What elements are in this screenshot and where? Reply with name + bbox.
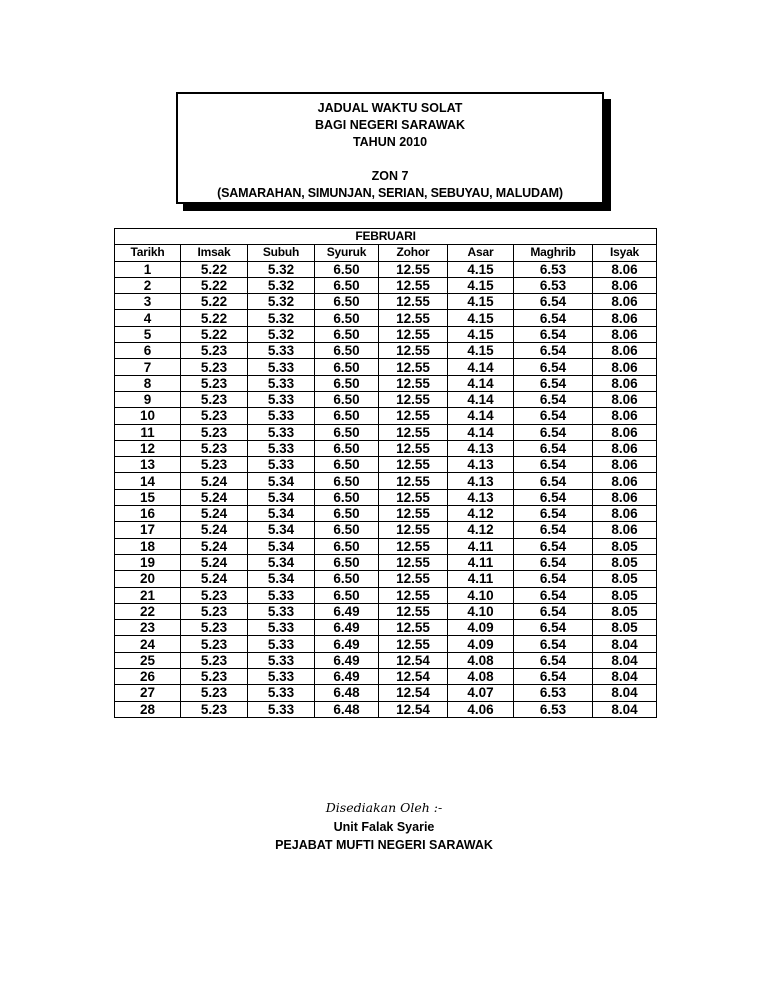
table-cell: 12.55 bbox=[379, 457, 448, 473]
table-cell: 6.54 bbox=[514, 294, 593, 310]
table-cell: 5.22 bbox=[181, 277, 248, 293]
table-cell: 27 bbox=[115, 685, 181, 701]
table-cell: 12.55 bbox=[379, 261, 448, 277]
table-cell: 24 bbox=[115, 636, 181, 652]
table-row bbox=[115, 310, 657, 326]
table-cell: 10 bbox=[115, 408, 181, 424]
month-label: FEBRUARI bbox=[115, 229, 657, 245]
column-header: Tarikh bbox=[115, 245, 181, 261]
table-cell: 6.50 bbox=[315, 359, 379, 375]
table-cell: 12.55 bbox=[379, 391, 448, 407]
column-header: Zohor bbox=[379, 245, 448, 261]
table-cell: 14 bbox=[115, 473, 181, 489]
table-cell: 2 bbox=[115, 277, 181, 293]
table-cell: 6.54 bbox=[514, 375, 593, 391]
table-cell: 4.10 bbox=[448, 603, 514, 619]
zone-areas: (SAMARAHAN, SIMUNJAN, SERIAN, SEBUYAU, MALUDAM) bbox=[217, 186, 563, 200]
table-cell: 6.54 bbox=[514, 391, 593, 407]
table-row bbox=[115, 636, 657, 652]
title-line-2: BAGI NEGERI SARAWAK bbox=[314, 118, 465, 132]
table-cell: 12.55 bbox=[379, 408, 448, 424]
table-cell: 6.50 bbox=[315, 261, 379, 277]
table-cell: 5.33 bbox=[248, 620, 315, 636]
table-cell: 6.49 bbox=[315, 636, 379, 652]
table-row bbox=[115, 343, 657, 359]
table-row bbox=[115, 277, 657, 293]
table-cell: 5.33 bbox=[248, 636, 315, 652]
table-cell: 12.55 bbox=[379, 310, 448, 326]
table-row bbox=[115, 408, 657, 424]
table-cell: 5.32 bbox=[248, 277, 315, 293]
table-cell: 6.54 bbox=[514, 506, 593, 522]
table-cell: 6.54 bbox=[514, 326, 593, 342]
table-cell: 5.33 bbox=[248, 343, 315, 359]
table-cell: 4.09 bbox=[448, 636, 514, 652]
table-cell: 6.54 bbox=[514, 554, 593, 570]
table-cell: 9 bbox=[115, 391, 181, 407]
column-header: Isyak bbox=[593, 245, 657, 261]
table-cell: 4.14 bbox=[448, 391, 514, 407]
table-cell: 4.11 bbox=[448, 554, 514, 570]
table-cell: 8.04 bbox=[593, 701, 657, 717]
table-cell: 8.06 bbox=[593, 489, 657, 505]
table-cell: 4.15 bbox=[448, 310, 514, 326]
table-cell: 8.04 bbox=[593, 652, 657, 668]
table-cell: 12.55 bbox=[379, 359, 448, 375]
table-row bbox=[115, 522, 657, 538]
table-cell: 4.12 bbox=[448, 506, 514, 522]
table-cell: 5.33 bbox=[248, 359, 315, 375]
table-cell: 8.06 bbox=[593, 277, 657, 293]
table-cell: 12.55 bbox=[379, 277, 448, 293]
table-cell: 4.14 bbox=[448, 408, 514, 424]
table-cell: 5.23 bbox=[181, 603, 248, 619]
table-cell: 5.33 bbox=[248, 603, 315, 619]
table-cell: 5.34 bbox=[248, 571, 315, 587]
table-row bbox=[115, 440, 657, 456]
table-cell: 8.06 bbox=[593, 440, 657, 456]
table-cell: 12.55 bbox=[379, 587, 448, 603]
table-cell: 4.15 bbox=[448, 277, 514, 293]
table-row bbox=[115, 685, 657, 701]
table-row bbox=[115, 457, 657, 473]
table-cell: 8.06 bbox=[593, 359, 657, 375]
table-cell: 4.09 bbox=[448, 620, 514, 636]
title-year: TAHUN 2010 bbox=[352, 135, 428, 149]
table-cell: 6.53 bbox=[514, 685, 593, 701]
table-cell: 5.22 bbox=[181, 261, 248, 277]
table-row bbox=[115, 554, 657, 570]
table-cell: 6.49 bbox=[315, 669, 379, 685]
table-cell: 5.24 bbox=[181, 506, 248, 522]
table-cell: 5.33 bbox=[248, 408, 315, 424]
table-cell: 5.33 bbox=[248, 587, 315, 603]
table-cell: 8.06 bbox=[593, 408, 657, 424]
table-cell: 6.50 bbox=[315, 343, 379, 359]
table-cell: 6.54 bbox=[514, 457, 593, 473]
table-cell: 5.23 bbox=[181, 587, 248, 603]
table-cell: 21 bbox=[115, 587, 181, 603]
column-header-row bbox=[115, 245, 657, 261]
table-cell: 5.23 bbox=[181, 652, 248, 668]
table-cell: 6.50 bbox=[315, 506, 379, 522]
table-cell: 5.23 bbox=[181, 408, 248, 424]
office-name: PEJABAT MUFTI NEGERI SARAWAK bbox=[275, 838, 493, 852]
table-cell: 5.32 bbox=[248, 294, 315, 310]
table-cell: 5.22 bbox=[181, 326, 248, 342]
table-cell: 15 bbox=[115, 489, 181, 505]
table-cell: 5 bbox=[115, 326, 181, 342]
table-cell: 6.50 bbox=[315, 277, 379, 293]
title-box bbox=[176, 92, 604, 204]
table-cell: 6.54 bbox=[514, 343, 593, 359]
prayer-times-table bbox=[114, 228, 657, 718]
table-cell: 1 bbox=[115, 261, 181, 277]
table-cell: 25 bbox=[115, 652, 181, 668]
table-cell: 11 bbox=[115, 424, 181, 440]
table-cell: 5.33 bbox=[248, 685, 315, 701]
table-cell: 22 bbox=[115, 603, 181, 619]
table-cell: 5.24 bbox=[181, 489, 248, 505]
table-cell: 5.33 bbox=[248, 375, 315, 391]
table-cell: 5.32 bbox=[248, 310, 315, 326]
table-cell: 5.24 bbox=[181, 473, 248, 489]
table-cell: 8.06 bbox=[593, 391, 657, 407]
table-cell: 6.50 bbox=[315, 408, 379, 424]
table-cell: 8 bbox=[115, 375, 181, 391]
table-cell: 12.55 bbox=[379, 538, 448, 554]
column-header: Syuruk bbox=[315, 245, 379, 261]
table-cell: 12.55 bbox=[379, 424, 448, 440]
table-cell: 5.22 bbox=[181, 294, 248, 310]
table-cell: 8.06 bbox=[593, 310, 657, 326]
table-cell: 5.24 bbox=[181, 538, 248, 554]
table-cell: 6.50 bbox=[315, 391, 379, 407]
table-cell: 6.54 bbox=[514, 571, 593, 587]
table-cell: 6.50 bbox=[315, 538, 379, 554]
table-cell: 6.54 bbox=[514, 489, 593, 505]
table-body bbox=[115, 261, 657, 717]
table-cell: 12.54 bbox=[379, 685, 448, 701]
table-cell: 6.50 bbox=[315, 310, 379, 326]
table-cell: 12.55 bbox=[379, 440, 448, 456]
table-cell: 12.55 bbox=[379, 571, 448, 587]
table-cell: 5.34 bbox=[248, 538, 315, 554]
table-cell: 4.15 bbox=[448, 294, 514, 310]
table-cell: 6.48 bbox=[315, 701, 379, 717]
table-cell: 8.06 bbox=[593, 522, 657, 538]
table-row bbox=[115, 506, 657, 522]
title-line-1: JADUAL WAKTU SOLAT bbox=[317, 101, 463, 115]
column-header: Subuh bbox=[248, 245, 315, 261]
table-cell: 8.06 bbox=[593, 424, 657, 440]
table-cell: 5.24 bbox=[181, 554, 248, 570]
table-cell: 6.54 bbox=[514, 636, 593, 652]
table-cell: 6.50 bbox=[315, 489, 379, 505]
table-cell: 5.33 bbox=[248, 391, 315, 407]
table-cell: 5.34 bbox=[248, 489, 315, 505]
table-cell: 5.23 bbox=[181, 620, 248, 636]
table-cell: 6.50 bbox=[315, 440, 379, 456]
table-row bbox=[115, 620, 657, 636]
table-cell: 4.11 bbox=[448, 538, 514, 554]
table-cell: 6.50 bbox=[315, 554, 379, 570]
column-header: Maghrib bbox=[514, 245, 593, 261]
table-cell: 6.49 bbox=[315, 652, 379, 668]
table-cell: 8.04 bbox=[593, 685, 657, 701]
table-row bbox=[115, 294, 657, 310]
table-cell: 4.13 bbox=[448, 489, 514, 505]
table-cell: 8.05 bbox=[593, 554, 657, 570]
table-row bbox=[115, 587, 657, 603]
table-cell: 4.15 bbox=[448, 343, 514, 359]
table-cell: 8.06 bbox=[593, 473, 657, 489]
table-cell: 6.50 bbox=[315, 522, 379, 538]
month-header-row bbox=[115, 229, 657, 245]
table-cell: 8.04 bbox=[593, 636, 657, 652]
table-cell: 12.55 bbox=[379, 636, 448, 652]
table-cell: 6.53 bbox=[514, 261, 593, 277]
table-cell: 6.54 bbox=[514, 587, 593, 603]
table-cell: 12.55 bbox=[379, 554, 448, 570]
table-cell: 5.23 bbox=[181, 391, 248, 407]
table-cell: 6.50 bbox=[315, 424, 379, 440]
table-cell: 6.50 bbox=[315, 457, 379, 473]
table-cell: 5.24 bbox=[181, 571, 248, 587]
table-cell: 12.55 bbox=[379, 620, 448, 636]
table-cell: 8.06 bbox=[593, 343, 657, 359]
table-cell: 5.32 bbox=[248, 326, 315, 342]
table-cell: 4.15 bbox=[448, 261, 514, 277]
table-cell: 8.05 bbox=[593, 538, 657, 554]
table-cell: 6.53 bbox=[514, 277, 593, 293]
table-cell: 8.05 bbox=[593, 571, 657, 587]
table-cell: 12.55 bbox=[379, 343, 448, 359]
table-cell: 4.12 bbox=[448, 522, 514, 538]
column-header: Asar bbox=[448, 245, 514, 261]
table-cell: 26 bbox=[115, 669, 181, 685]
table-cell: 6.53 bbox=[514, 701, 593, 717]
table-cell: 4.08 bbox=[448, 652, 514, 668]
table-cell: 5.23 bbox=[181, 669, 248, 685]
table-cell: 20 bbox=[115, 571, 181, 587]
table-cell: 23 bbox=[115, 620, 181, 636]
table-cell: 8.05 bbox=[593, 620, 657, 636]
table-cell: 8.05 bbox=[593, 587, 657, 603]
title-spacer bbox=[178, 151, 602, 168]
table-cell: 17 bbox=[115, 522, 181, 538]
table-cell: 6.54 bbox=[514, 620, 593, 636]
table-cell: 19 bbox=[115, 554, 181, 570]
table-cell: 5.33 bbox=[248, 701, 315, 717]
table-cell: 6.50 bbox=[315, 294, 379, 310]
table-cell: 4.14 bbox=[448, 424, 514, 440]
table-cell: 5.24 bbox=[181, 522, 248, 538]
table-cell: 5.34 bbox=[248, 473, 315, 489]
table-cell: 4.13 bbox=[448, 457, 514, 473]
table-row bbox=[115, 473, 657, 489]
column-header: Imsak bbox=[181, 245, 248, 261]
table-cell: 6.54 bbox=[514, 408, 593, 424]
table-cell: 4.07 bbox=[448, 685, 514, 701]
table-cell: 5.23 bbox=[181, 343, 248, 359]
table-cell: 6.54 bbox=[514, 440, 593, 456]
table-cell: 5.22 bbox=[181, 310, 248, 326]
table-cell: 8.06 bbox=[593, 375, 657, 391]
table-cell: 5.33 bbox=[248, 669, 315, 685]
table-cell: 8.06 bbox=[593, 506, 657, 522]
table-cell: 5.34 bbox=[248, 554, 315, 570]
table-cell: 12.55 bbox=[379, 506, 448, 522]
prepared-by-label: Disediakan Oleh :- bbox=[325, 800, 443, 815]
table-cell: 6.54 bbox=[514, 310, 593, 326]
table-cell: 16 bbox=[115, 506, 181, 522]
table-cell: 12.55 bbox=[379, 522, 448, 538]
table-row bbox=[115, 261, 657, 277]
table-cell: 8.06 bbox=[593, 457, 657, 473]
table-row bbox=[115, 489, 657, 505]
table-cell: 5.23 bbox=[181, 457, 248, 473]
table-cell: 6.54 bbox=[514, 522, 593, 538]
table-row bbox=[115, 652, 657, 668]
table-row bbox=[115, 701, 657, 717]
table-cell: 6.50 bbox=[315, 571, 379, 587]
table-cell: 3 bbox=[115, 294, 181, 310]
table-cell: 12.54 bbox=[379, 669, 448, 685]
table-cell: 12.55 bbox=[379, 294, 448, 310]
table-row bbox=[115, 326, 657, 342]
table-cell: 5.33 bbox=[248, 652, 315, 668]
table-cell: 8.06 bbox=[593, 326, 657, 342]
table-cell: 6.54 bbox=[514, 669, 593, 685]
table-cell: 6.54 bbox=[514, 603, 593, 619]
table-cell: 6.54 bbox=[514, 652, 593, 668]
table-cell: 6.54 bbox=[514, 424, 593, 440]
table-cell: 12.55 bbox=[379, 603, 448, 619]
table-cell: 4.14 bbox=[448, 375, 514, 391]
table-row bbox=[115, 375, 657, 391]
table-cell: 4.11 bbox=[448, 571, 514, 587]
table-cell: 18 bbox=[115, 538, 181, 554]
table-cell: 5.34 bbox=[248, 522, 315, 538]
table-cell: 6.54 bbox=[514, 359, 593, 375]
table-cell: 6.50 bbox=[315, 326, 379, 342]
table-cell: 5.33 bbox=[248, 440, 315, 456]
table-cell: 6.50 bbox=[315, 375, 379, 391]
table-cell: 5.33 bbox=[248, 424, 315, 440]
table-cell: 8.05 bbox=[593, 603, 657, 619]
table-cell: 12.55 bbox=[379, 489, 448, 505]
table-cell: 13 bbox=[115, 457, 181, 473]
table-cell: 12.54 bbox=[379, 652, 448, 668]
table-cell: 12.55 bbox=[379, 375, 448, 391]
table-cell: 5.23 bbox=[181, 424, 248, 440]
table-cell: 4 bbox=[115, 310, 181, 326]
table-cell: 6.54 bbox=[514, 473, 593, 489]
table-row bbox=[115, 603, 657, 619]
table-cell: 6.49 bbox=[315, 603, 379, 619]
table-cell: 5.33 bbox=[248, 457, 315, 473]
table-cell: 6.50 bbox=[315, 473, 379, 489]
table-cell: 5.32 bbox=[248, 261, 315, 277]
table-row bbox=[115, 538, 657, 554]
table-cell: 4.06 bbox=[448, 701, 514, 717]
table-cell: 12 bbox=[115, 440, 181, 456]
table-cell: 6.48 bbox=[315, 685, 379, 701]
table-cell: 5.34 bbox=[248, 506, 315, 522]
table-row bbox=[115, 359, 657, 375]
table-cell: 6.50 bbox=[315, 587, 379, 603]
table-row bbox=[115, 669, 657, 685]
table-cell: 5.23 bbox=[181, 359, 248, 375]
zone-label: ZON 7 bbox=[371, 169, 409, 183]
table-cell: 8.06 bbox=[593, 294, 657, 310]
table-cell: 4.10 bbox=[448, 587, 514, 603]
table-cell: 8.04 bbox=[593, 669, 657, 685]
table-cell: 5.23 bbox=[181, 440, 248, 456]
table-row bbox=[115, 391, 657, 407]
table-row bbox=[115, 571, 657, 587]
table-cell: 12.55 bbox=[379, 473, 448, 489]
table-cell: 4.14 bbox=[448, 359, 514, 375]
table-cell: 12.54 bbox=[379, 701, 448, 717]
table-cell: 4.13 bbox=[448, 440, 514, 456]
table-row bbox=[115, 424, 657, 440]
table-cell: 4.15 bbox=[448, 326, 514, 342]
table-cell: 5.23 bbox=[181, 685, 248, 701]
table-cell: 5.23 bbox=[181, 701, 248, 717]
unit-name: Unit Falak Syarie bbox=[333, 820, 435, 834]
table-cell: 8.06 bbox=[593, 261, 657, 277]
table-cell: 6.54 bbox=[514, 538, 593, 554]
table-cell: 6.49 bbox=[315, 620, 379, 636]
table-cell: 7 bbox=[115, 359, 181, 375]
table-cell: 5.23 bbox=[181, 375, 248, 391]
table-cell: 12.55 bbox=[379, 326, 448, 342]
table-cell: 4.13 bbox=[448, 473, 514, 489]
table-cell: 28 bbox=[115, 701, 181, 717]
table-cell: 6 bbox=[115, 343, 181, 359]
table-cell: 5.23 bbox=[181, 636, 248, 652]
table-cell: 4.08 bbox=[448, 669, 514, 685]
